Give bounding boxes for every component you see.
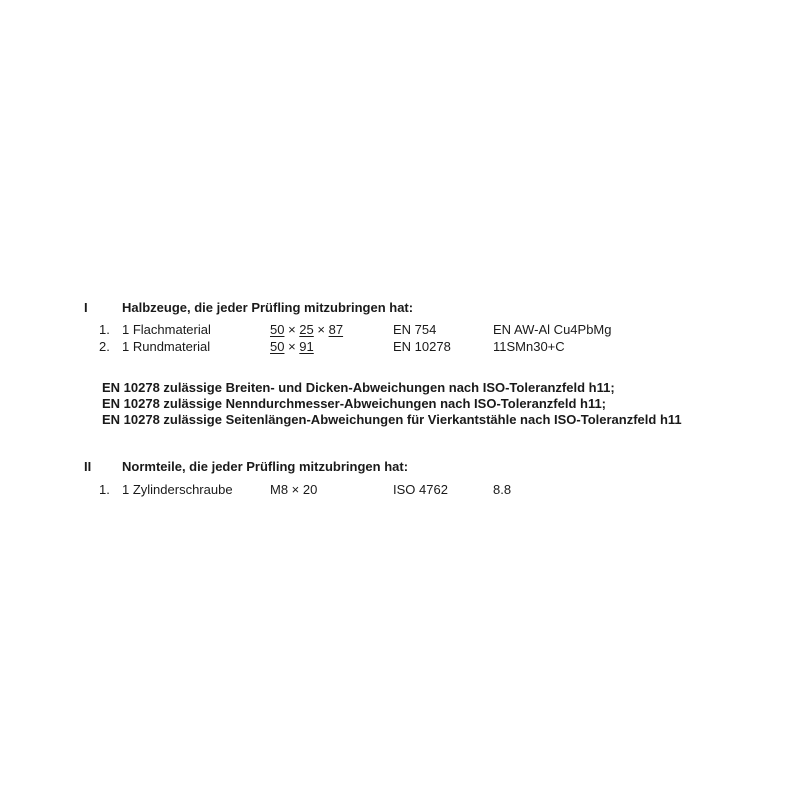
item-number: 2. [99, 339, 110, 354]
section1-title: Halbzeuge, die jeder Prüfling mitzubringen hat: [122, 300, 414, 315]
item-norm: EN 754 [393, 322, 437, 337]
tolerance-notes [102, 380, 682, 428]
item-name: 1 Rundmaterial [122, 339, 211, 354]
dim-times: × [284, 322, 300, 337]
section1-number: I [84, 300, 88, 315]
dim-b: 25 [299, 322, 314, 337]
table-row [0, 339, 800, 355]
item-number: 1. [99, 322, 110, 337]
table-row [0, 322, 800, 338]
dim-c: 87 [328, 322, 344, 337]
item-dimensions [270, 339, 314, 354]
item-material: 11SMn30+C [493, 339, 565, 354]
note-line: EN 10278 zulässige Breiten- und Dicken-Abweichungen nach ISO-Toleranzfeld h11; [102, 380, 615, 395]
section2-title: Normteile, die jeder Prüfling mitzubringen hat: [122, 459, 409, 474]
dim-a: 50 [270, 339, 285, 354]
item-norm: EN 10278 [393, 339, 451, 354]
note-line: EN 10278 zulässige Seitenlängen-Abweichungen für Vierkantstähle nach ISO-Toleranzfeld h11 [102, 412, 682, 427]
dim-a: 50 [270, 322, 285, 337]
dim-times: × [313, 322, 329, 337]
item-norm: ISO 4762 [393, 482, 448, 497]
dim-b: 91 [299, 339, 314, 354]
item-name: 1 Zylinderschraube [122, 482, 233, 497]
item-dimensions: M8 × 20 [270, 482, 318, 497]
item-number: 1. [99, 482, 110, 497]
dim-times: × [284, 339, 300, 354]
item-dimensions [270, 322, 343, 337]
item-material: EN AW-Al Cu4PbMg [493, 322, 612, 337]
note-line: EN 10278 zulässige Nenndurchmesser-Abweichungen nach ISO-Toleranzfeld h11; [102, 396, 607, 411]
item-name: 1 Flachmaterial [122, 322, 211, 337]
section2-number: II [84, 459, 92, 474]
item-material: 8.8 [493, 482, 512, 497]
table-row [0, 482, 800, 498]
